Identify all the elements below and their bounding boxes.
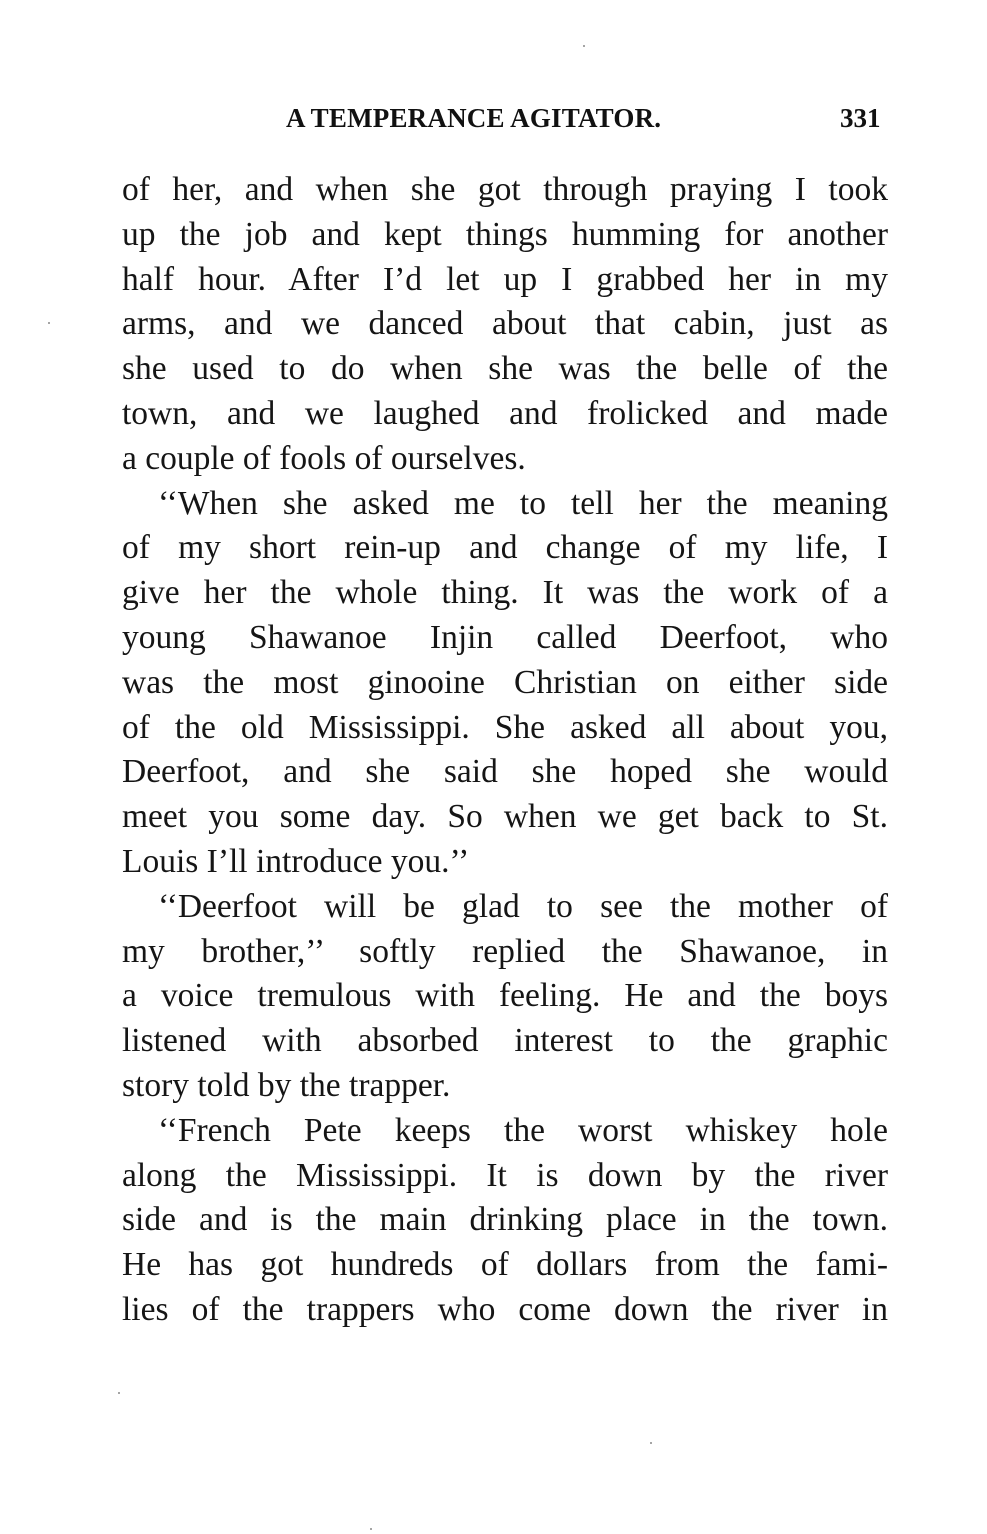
text-line: lies of the trappers who come down the river in (122, 1290, 888, 1328)
page-number: 331 (840, 103, 881, 133)
text-line: half hour. After I’d let up I grabbed her in my (122, 260, 888, 298)
text-line: she used to do when she was the belle of the (122, 350, 888, 388)
text-line: story told by the trapper. (122, 1066, 451, 1104)
text-line: town, and we laughed and frolicked and made (122, 394, 888, 432)
text-line: of the old Mississippi. She asked all about you, (122, 708, 888, 746)
text-line: listened with absorbed interest to the graphic (122, 1022, 888, 1060)
text-line: Louis I’ll introduce you.’’ (122, 842, 470, 880)
scan-speck (370, 1528, 372, 1530)
text-line: arms, and we danced about that cabin, just as (122, 305, 888, 343)
text-line: Deerfoot, and she said she hoped she would (122, 753, 888, 791)
paragraph-2 (122, 482, 888, 885)
text-line: He has got hundreds of dollars from the fami- (122, 1246, 888, 1284)
text-line: meet you some day. So when we get back to St. (122, 798, 888, 836)
scan-speck (118, 1392, 120, 1394)
paragraph-4 (122, 1109, 888, 1333)
text-line: young Shawanoe Injin called Deerfoot, who (122, 618, 888, 656)
running-head (0, 103, 987, 143)
text-line: ‘‘French Pete keeps the worst whiskey hole (158, 1111, 888, 1149)
text-line: a voice tremulous with feeling. He and the boys (122, 977, 888, 1015)
paragraph-3 (122, 885, 888, 1109)
scan-speck (48, 322, 50, 324)
text-line: was the most ginooine Christian on either side (122, 663, 888, 701)
text-line: my brother,’’ softly replied the Shawanoe, in (122, 932, 888, 970)
scan-speck (583, 45, 585, 47)
text-line: of my short rein-up and change of my life, I (122, 529, 888, 567)
text-line: ‘‘Deerfoot will be glad to see the mother of (158, 887, 888, 925)
text-line: ‘‘When she asked me to tell her the meaning (158, 484, 888, 522)
text-line: a couple of fools of ourselves. (122, 439, 526, 477)
text-line: up the job and kept things humming for another (122, 215, 888, 253)
paragraph-1 (122, 168, 888, 482)
body-text (122, 168, 888, 1333)
text-line: give her the whole thing. It was the work of a (122, 574, 888, 612)
scan-speck (650, 1442, 652, 1444)
text-line: along the Mississippi. It is down by the river (122, 1156, 888, 1194)
text-line: side and is the main drinking place in the town. (122, 1201, 888, 1239)
text-line: of her, and when she got through praying I took (122, 171, 888, 208)
running-head-title: A TEMPERANCE AGITATOR. (286, 103, 662, 133)
